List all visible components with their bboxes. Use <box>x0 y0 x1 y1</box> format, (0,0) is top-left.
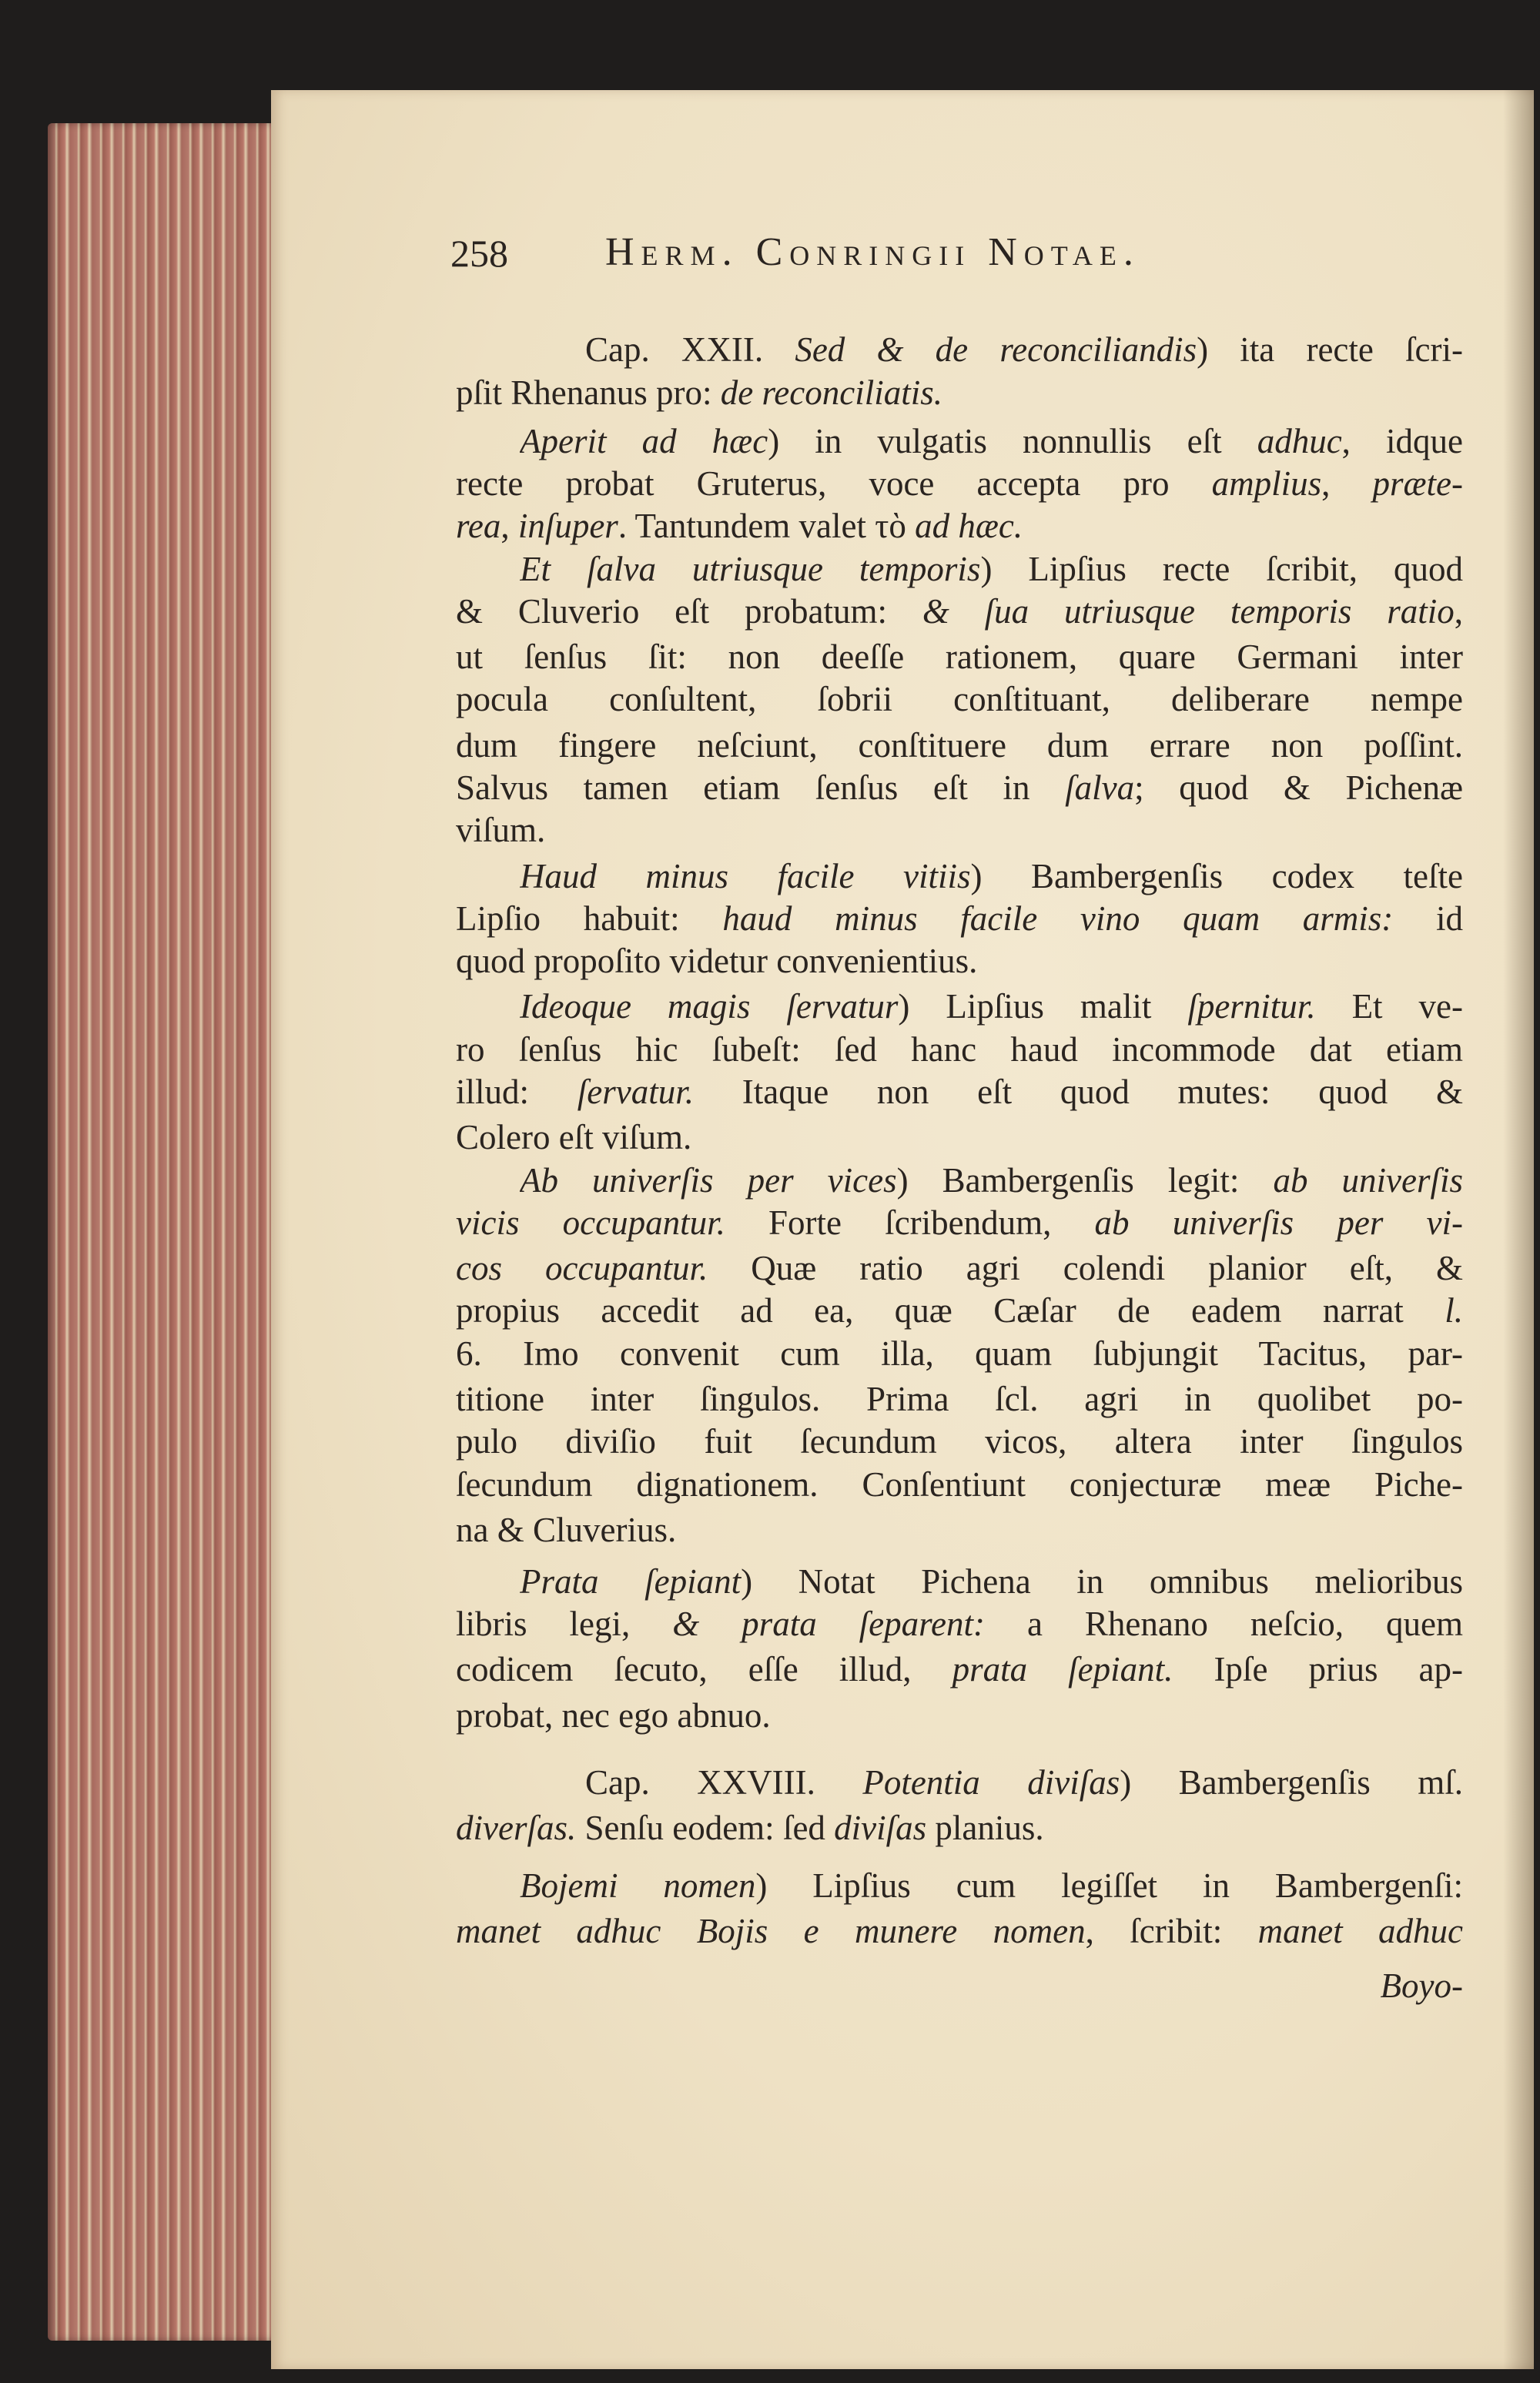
italic-quotation: amplius <box>1211 464 1322 503</box>
text-line <box>456 808 1463 852</box>
text-run: ) Lipſius cum legiſſet in Bambergenſi: <box>755 1866 1463 1905</box>
text-run: & Cluverio eſt probatum: <box>456 592 922 631</box>
text-line <box>520 854 1463 899</box>
text-run: , ſcribit: <box>1085 1912 1258 1950</box>
text-line <box>456 765 1463 810</box>
gutter-shadow <box>1503 90 1534 2369</box>
italic-quotation: de reconciliatis. <box>720 373 942 412</box>
text-run: Salvus tamen etiam ſenſus eſt in <box>456 768 1066 807</box>
text-run: a Rhenano neſcio, quem <box>984 1605 1463 1643</box>
text-run: Cap. XXII. <box>585 330 795 369</box>
italic-quotation: ab univerſis <box>1273 1161 1463 1200</box>
italic-quotation: & ſua utriusque temporis ratio <box>922 592 1455 631</box>
text-line <box>456 1331 1463 1376</box>
text-line <box>456 677 1463 721</box>
text-run: Senſu eodem: ſed <box>576 1809 835 1847</box>
text-run: , <box>500 507 518 545</box>
italic-quotation: Boyo- <box>1380 1966 1463 2005</box>
text-line <box>456 1647 1463 1692</box>
italic-quotation: haud minus facile vino quam armis: <box>722 899 1394 938</box>
italic-quotation: diviſas <box>834 1809 927 1847</box>
text-run: libris legi, <box>456 1605 673 1643</box>
text-line <box>520 1863 1463 1908</box>
italic-quotation: Sed & de reconciliandis <box>795 330 1197 369</box>
text-line <box>520 1158 1463 1203</box>
text-line <box>456 461 1463 506</box>
text-run: Cap. XXVIII. <box>585 1763 863 1802</box>
text-run: propius accedit ad ea, quæ Cæſar de eadem narrat <box>456 1291 1445 1330</box>
text-run: na & Cluverius. <box>456 1511 677 1549</box>
italic-quotation: rea <box>456 507 501 545</box>
text-run: Et ve- <box>1315 987 1463 1026</box>
text-line <box>456 370 1463 415</box>
text-run: dum fingere neſciunt, conſtituere dum errare non poſſint. <box>456 726 1463 765</box>
running-title: Herm. Conringii Notae. <box>605 230 1140 274</box>
text-run: pulo diviſio fuit ſecundum vicos, altera inter ſingulos <box>456 1422 1463 1461</box>
text-line <box>456 1027 1463 1072</box>
text-run: Itaque non eſt quod mutes: quod & <box>694 1073 1463 1111</box>
text-run: ) Bambergenſis legit: <box>896 1161 1274 1200</box>
text-line <box>520 1559 1463 1604</box>
text-line <box>456 1693 1463 1738</box>
italic-quotation: ad hæc. <box>915 507 1023 545</box>
text-line <box>456 1806 1463 1850</box>
italic-quotation: prata ſepiant. <box>952 1650 1173 1689</box>
text-line <box>520 547 1463 591</box>
text-line <box>456 939 1463 983</box>
italic-quotation: Ideoque magis ſervatur <box>520 987 899 1026</box>
text-line <box>520 984 1463 1029</box>
text-run: ) Bambergenſis mſ. <box>1120 1763 1463 1802</box>
text-run: , <box>1321 464 1373 503</box>
italic-quotation: Aperit ad hæc <box>520 422 768 460</box>
italic-quotation: præte- <box>1372 464 1463 503</box>
italic-quotation: manet adhuc <box>1257 1912 1463 1950</box>
text-line <box>520 419 1463 464</box>
text-line <box>456 1462 1463 1507</box>
text-line <box>456 1508 1463 1552</box>
italic-quotation: ab univerſis per vi- <box>1094 1203 1463 1242</box>
text-run: ro ſenſus hic ſubeſt: ſed hanc haud incommode dat etiam <box>456 1030 1463 1069</box>
text-line <box>456 1377 1463 1421</box>
text-run: ; quod & Pichenæ <box>1134 768 1463 807</box>
text-line <box>456 1200 1463 1245</box>
italic-quotation: Haud minus facile vitiis <box>520 857 971 895</box>
italic-quotation: inſuper <box>517 507 618 545</box>
text-line <box>456 1069 1463 1114</box>
page-edges-stack <box>48 123 275 2341</box>
italic-quotation: cos occupantur. <box>456 1249 708 1287</box>
text-line <box>456 504 1463 548</box>
text-run: , <box>1454 592 1463 631</box>
text-run: ) Bambergenſis codex teſte <box>970 857 1463 895</box>
text-line <box>456 1601 1463 1646</box>
text-run: Colero eſt viſum. <box>456 1118 692 1156</box>
text-run: , idque <box>1341 422 1463 460</box>
text-run: recte probat Gruterus, voce accepta pro <box>456 464 1212 503</box>
text-run: illud: <box>456 1073 578 1111</box>
text-run: ) Notat Pichena in omnibus melioribus <box>741 1562 1463 1601</box>
italic-quotation: Et ſalva utriusque temporis <box>520 550 981 588</box>
text-line <box>456 589 1463 634</box>
text-run: ut ſenſus ſit: non deeſſe rationem, quare Germani inter <box>456 638 1463 676</box>
text-run: 6. Imo convenit cum illa, quam ſubjungit Tacitus, par- <box>456 1334 1463 1373</box>
text-run: Forte ſcribendum, <box>725 1203 1095 1242</box>
italic-quotation: Ab univerſis per vices <box>520 1161 897 1200</box>
italic-quotation: diverſas. <box>456 1809 577 1847</box>
text-line <box>456 896 1463 941</box>
italic-quotation: l. <box>1445 1291 1463 1330</box>
italic-quotation: adhuc <box>1257 422 1342 460</box>
text-run: ) Lipſius recte ſcribit, quod <box>980 550 1463 588</box>
text-run: ſecundum dignationem. Conſentiunt conjecturæ meæ Piche- <box>456 1465 1463 1504</box>
text-line <box>456 634 1463 679</box>
italic-quotation: vicis occupantur. <box>456 1203 725 1242</box>
text-run: probat, nec ego abnuo. <box>456 1696 771 1735</box>
text-run: ) Lipſius malit <box>898 987 1188 1026</box>
italic-quotation: Bojemi nomen <box>520 1866 756 1905</box>
text-run: viſum. <box>456 811 546 849</box>
text-run: Lipſio habuit: <box>456 899 723 938</box>
text-run: Quæ ratio agri colendi planior eſt, & <box>708 1249 1463 1287</box>
text-line <box>456 1419 1463 1464</box>
italic-quotation: manet adhuc Bojis e munere nomen <box>456 1912 1086 1950</box>
text-run: id <box>1393 899 1463 938</box>
text-run: planius. <box>926 1809 1044 1847</box>
page-number: 258 <box>450 232 508 275</box>
italic-quotation: Prata ſepiant <box>520 1562 742 1601</box>
catchword <box>456 1963 1463 2008</box>
text-line <box>456 1115 1463 1160</box>
text-run: pocula conſultent, ſobrii conſtituant, deliberare nempe <box>456 680 1463 718</box>
text-run: codicem ſecuto, eſſe illud, <box>456 1650 952 1689</box>
text-line <box>456 1909 1463 1953</box>
text-line <box>456 1246 1463 1290</box>
text-run: ) in vulgatis nonnullis eſt <box>768 422 1257 460</box>
text-run: . Tantundem valet τὸ <box>618 507 916 545</box>
text-run: pſit Rhenanus pro: <box>456 373 721 412</box>
text-line <box>585 1760 1463 1805</box>
italic-quotation: ſpernitur. <box>1187 987 1316 1026</box>
text-line <box>585 327 1463 372</box>
text-run: quod propoſito videtur convenientius. <box>456 942 978 980</box>
italic-quotation: ſalva <box>1065 768 1135 807</box>
italic-quotation: Potentia diviſas <box>862 1763 1120 1802</box>
italic-quotation: ſervatur. <box>577 1073 694 1111</box>
text-run: Ipſe prius ap- <box>1173 1650 1463 1689</box>
text-run: ) ita recte ſcri- <box>1197 330 1463 369</box>
text-line <box>456 723 1463 768</box>
text-run: titione inter ſingulos. Prima ſcl. agri in quolibet po- <box>456 1380 1463 1418</box>
italic-quotation: & prata ſeparent: <box>672 1605 985 1643</box>
text-line <box>456 1288 1463 1333</box>
